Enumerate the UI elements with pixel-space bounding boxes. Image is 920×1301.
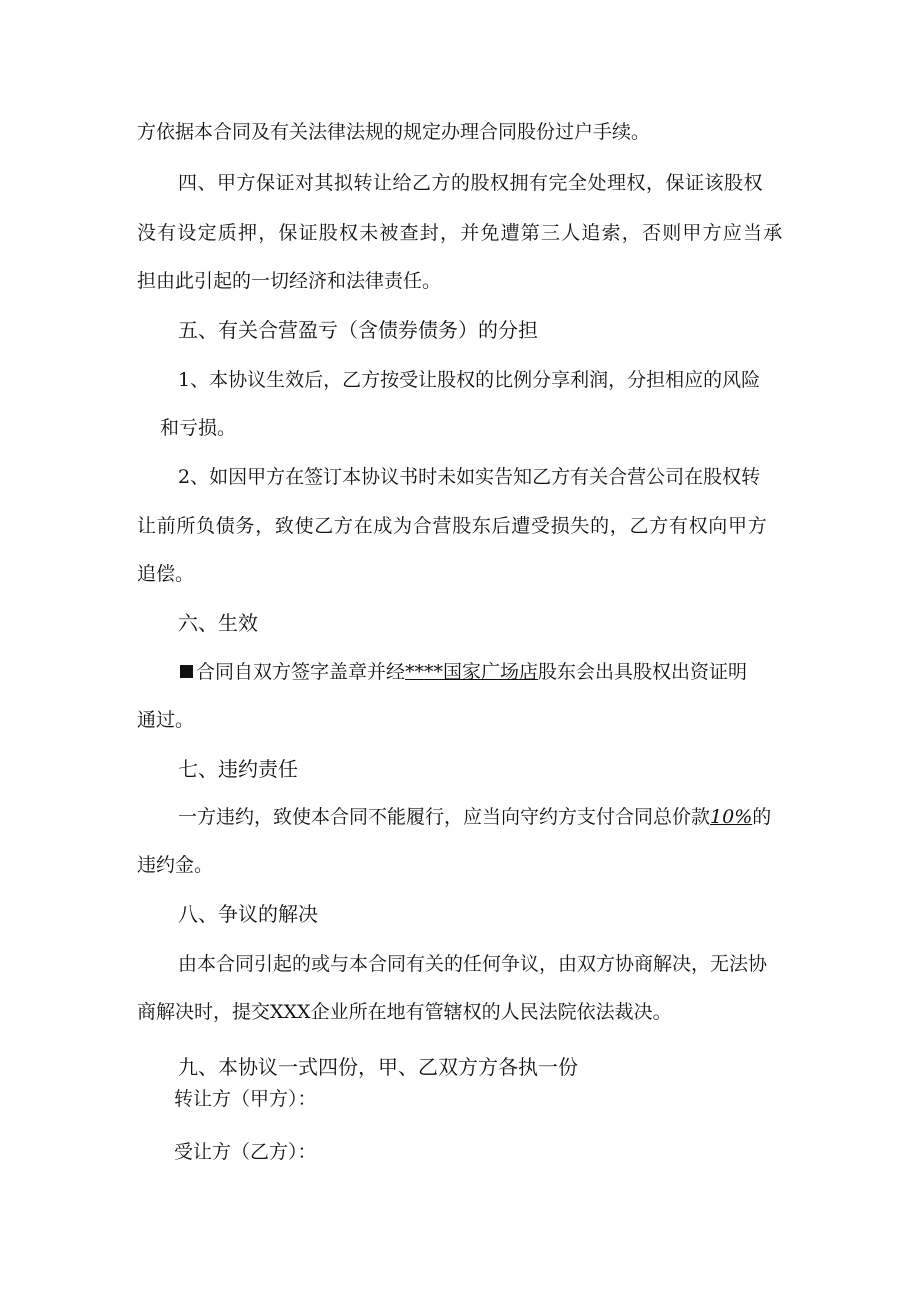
signature-transferor-label: 转让方（甲方）： — [174, 1088, 317, 1110]
paragraph-line: 1、本协议生效后，乙方按受让股权的比例分享利润，分担相应的风险 — [178, 369, 761, 391]
paragraph-line — [178, 805, 771, 829]
paragraph-line — [180, 660, 747, 684]
text-segment: 的 — [752, 806, 772, 828]
section-heading-9: 九、本协议一式四份，甲、乙双方方各执一份 — [178, 1055, 578, 1079]
paragraph-line: 和亏损。 — [160, 417, 237, 439]
penalty-percentage: 10% — [710, 806, 753, 828]
paragraph-line: 四、甲方保证对其拟转让给乙方的股权拥有完全处理权，保证该股权 — [178, 172, 764, 194]
paragraph-line: 通过。 — [137, 709, 195, 731]
section-heading-6: 六、生效 — [178, 611, 258, 635]
paragraph-line: 让前所负债务，致使乙方在成为合营股东后遭受损失的，乙方有权向甲方 — [137, 515, 768, 537]
paragraph-line: 方依据本合同及有关法律法规的规定办理合同股份过户手续。 — [137, 121, 651, 143]
text-segment: 一方违约，致使本合同不能履行，应当向守约方支付合同总价款 — [178, 806, 711, 828]
section-heading-7: 七、违约责任 — [178, 757, 298, 781]
paragraph-line: 由本合同引起的或与本合同有关的任何争议，由双方协商解决，无法协 — [178, 953, 768, 975]
paragraph-line: 担由此引起的一切经济和法律责任。 — [137, 270, 442, 292]
paragraph-line: 追偿。 — [137, 563, 195, 585]
paragraph-line: 违约金。 — [137, 854, 214, 876]
section-heading-5: 五、有关合营盈亏（含债券债务）的分担 — [178, 318, 538, 342]
signature-transferee-label: 受让方（乙方）： — [174, 1141, 317, 1163]
text-segment: 股东会出具股权出资证明 — [538, 661, 748, 683]
paragraph-line: 没有设定质押，保证股权未被查封，并免遭第三人追索，否则甲方应当承 — [137, 222, 784, 244]
text-segment: 合同自双方签字盖章并经 — [196, 661, 406, 683]
section-heading-8: 八、争议的解决 — [178, 902, 318, 926]
black-square-bullet-icon — [180, 665, 193, 678]
underlined-store-name: ****国家广场店 — [405, 661, 539, 683]
paragraph-line: 商解决时，提交XXX企业所在地有管辖权的人民法院依法裁决。 — [137, 1001, 672, 1023]
paragraph-line: 2、如因甲方在签订本协议书时未如实告知乙方有关合营公司在股权转 — [178, 466, 761, 488]
